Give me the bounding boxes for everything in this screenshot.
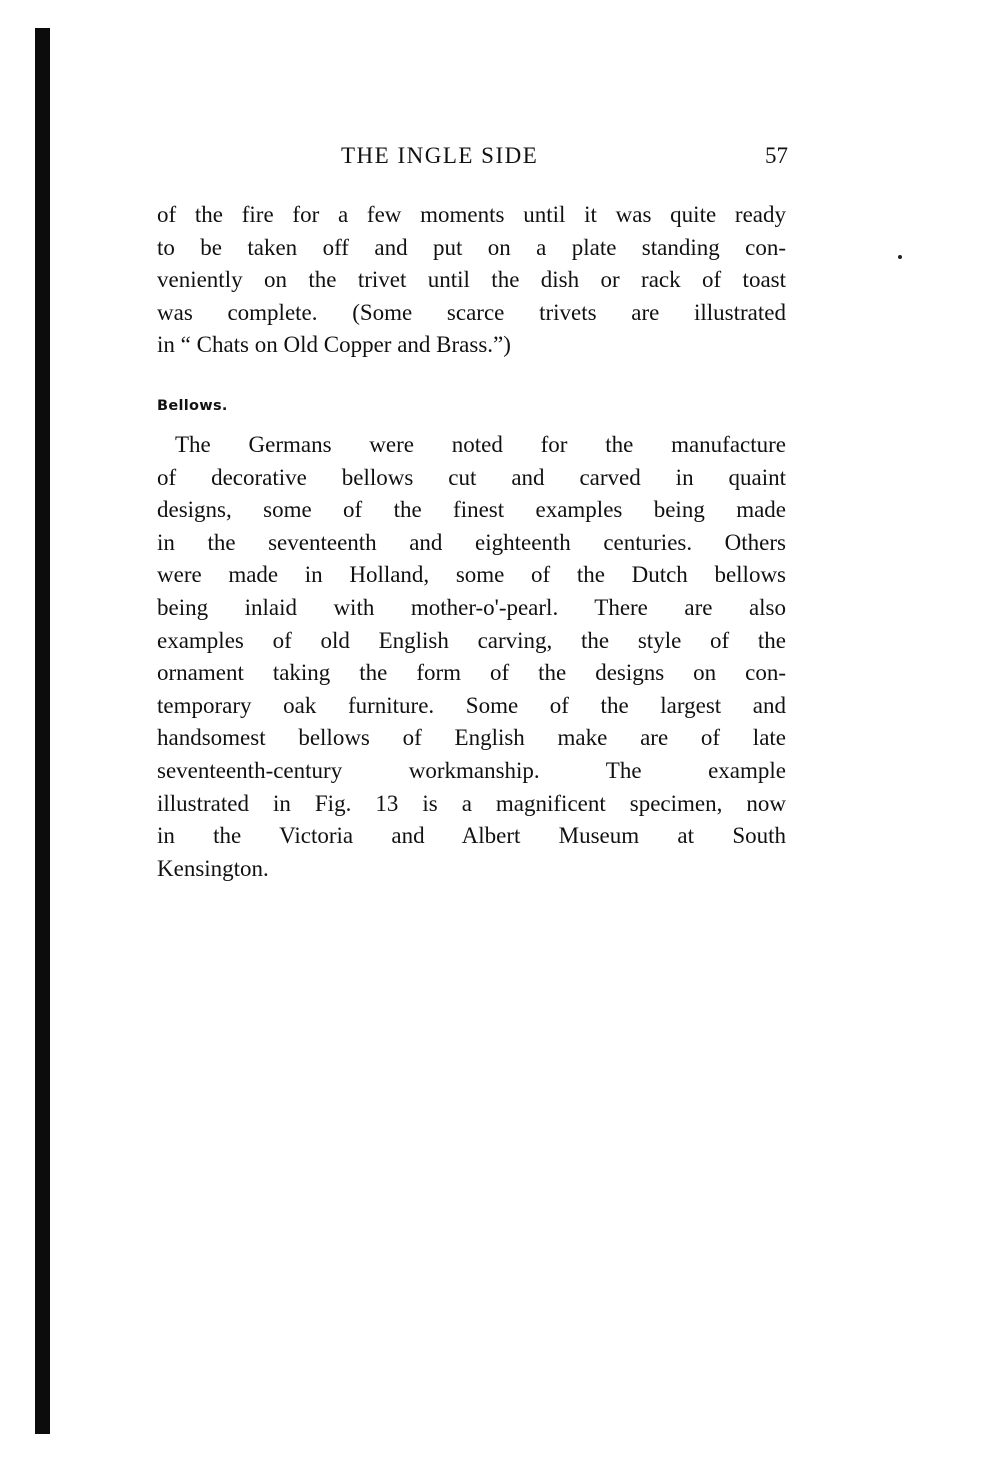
text-line: of decorative bellows cut and carved in quaint [157, 464, 786, 490]
page-binding-edge [35, 28, 50, 1434]
running-head [156, 143, 788, 177]
text-line: in the Victoria and Albert Museum at South [157, 823, 786, 849]
text-line: handsomest bellows of English make are of late [157, 725, 786, 751]
text-line: examples of old English carving, the style of the [157, 627, 786, 653]
text-line: The Germans were noted for the manufacture [175, 432, 786, 457]
text-line: was complete. (Some scarce trivets are illustrated [157, 299, 786, 325]
text-line: being inlaid with mother-o'-pearl. There are also [157, 594, 786, 620]
text-line: temporary oak furniture. Some of the largest and [157, 692, 786, 718]
text-line: ornament taking the form of the designs on con- [157, 660, 786, 686]
paragraph-bellows [157, 429, 786, 885]
page-number: 57 [765, 143, 788, 168]
text-line: veniently on the trivet until the dish or rack of toast [157, 267, 786, 293]
paper-speck [898, 255, 902, 259]
text-line: in the seventeenth and eighteenth centuries. Others [157, 529, 786, 555]
text-line: Kensington. [157, 855, 269, 881]
text-line: to be taken off and put on a plate standing con- [157, 234, 786, 260]
text-line: designs, some of the finest examples being made [157, 497, 786, 523]
paragraph-trivets [157, 199, 786, 362]
text-line: seventeenth-century workmanship. The example [157, 757, 786, 783]
text-line: in “ Chats on Old Copper and Brass.”) [157, 332, 511, 358]
text-line: illustrated in Fig. 13 is a magnificent specimen, now [157, 790, 786, 816]
running-head-title: THE INGLE SIDE [341, 143, 539, 168]
text-line: were made in Holland, some of the Dutch bellows [157, 562, 786, 588]
text-line: of the fire for a few moments until it was quite ready [157, 202, 786, 227]
section-heading-bellows: Bellows. [157, 398, 228, 414]
